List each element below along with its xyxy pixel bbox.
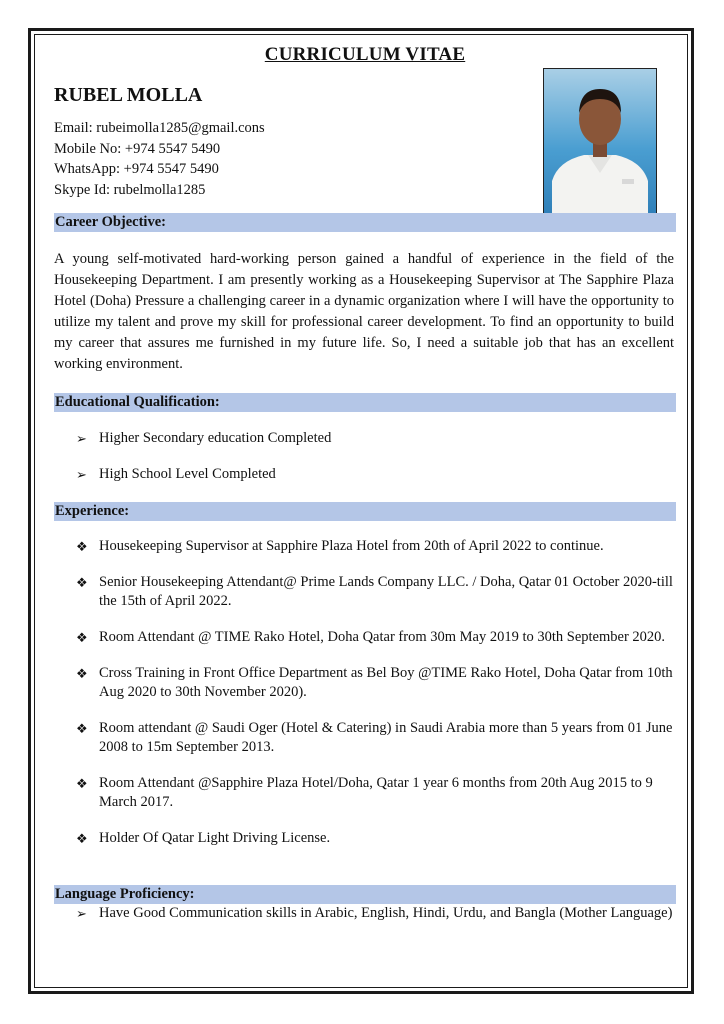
list-item bbox=[54, 465, 676, 484]
section-heading-experience: Experience: bbox=[54, 502, 676, 521]
list-item bbox=[54, 537, 676, 556]
contact-whatsapp: WhatsApp: +974 5547 5490 bbox=[54, 161, 219, 177]
arrow-bullet-icon: ➢ bbox=[76, 906, 87, 921]
experience-item-text: Senior Housekeeping Attendant@ Prime Lands Company LLC. / Doha, Qatar 01 October 2020-till the 15th of April 2022. bbox=[99, 574, 673, 609]
experience-item-text: Cross Training in Front Office Department as Bel Boy @TIME Rako Hotel, Doha Qatar from 10th Aug 2020 to 30th November 2020). bbox=[99, 665, 673, 700]
experience-item-text: Holder Of Qatar Light Driving License. bbox=[99, 830, 331, 846]
list-item bbox=[54, 429, 676, 448]
education-item-text: High School Level Completed bbox=[99, 466, 276, 482]
diamond-bullet-icon: ❖ bbox=[76, 776, 88, 791]
arrow-bullet-icon: ➢ bbox=[76, 431, 87, 446]
experience-item-text: Room Attendant @ TIME Rako Hotel, Doha Qatar from 30m May 2019 to 30th September 2020. bbox=[99, 629, 666, 645]
language-list bbox=[54, 904, 676, 923]
diamond-bullet-icon: ❖ bbox=[76, 630, 88, 645]
education-item-text: Higher Secondary education Completed bbox=[99, 430, 332, 446]
candidate-name: RUBEL MOLLA bbox=[54, 84, 203, 106]
experience-item-text: Housekeeping Supervisor at Sapphire Plaza Hotel from 20th of April 2022 to continue. bbox=[99, 538, 604, 554]
list-item bbox=[54, 904, 676, 923]
cv-page bbox=[54, 42, 676, 921]
list-item bbox=[54, 829, 676, 848]
diamond-bullet-icon: ❖ bbox=[76, 575, 88, 590]
career-objective-text: A young self-motivated hard-working person gained a handful of experience in the field of the Housekeeping Department. I am presently working as a Housekeeping Supervisor at The Sapphire Plaza Hotel (Doha) Pressure a challenging career in a dynamic organization where I will have the opportunity to utilize my talent and prove my skill for professional career development. To find an opportunity to build my career that assures me furnished in my future life. So, I need a suitable job that has an excellent working environment. bbox=[54, 251, 674, 372]
list-item bbox=[54, 664, 676, 702]
list-item bbox=[54, 628, 676, 647]
language-item-text: Have Good Communication skills in Arabic, English, Hindi, Urdu, and Bangla (Mother Language) bbox=[99, 905, 673, 921]
portrait-graphic bbox=[544, 69, 656, 215]
experience-item-text: Room Attendant @Sapphire Plaza Hotel/Doha, Qatar 1 year 6 months from 20th Aug 2015 to 9 March 2017. bbox=[99, 775, 653, 810]
section-heading-language: Language Proficiency: bbox=[54, 885, 676, 904]
education-list bbox=[54, 429, 676, 484]
section-heading-career-objective: Career Objective: bbox=[54, 213, 676, 232]
document-title: CURRICULUM VITAE bbox=[264, 44, 466, 65]
list-item bbox=[54, 774, 676, 812]
diamond-bullet-icon: ❖ bbox=[76, 831, 88, 846]
experience-list bbox=[54, 537, 676, 848]
contact-mobile: Mobile No: +974 5547 5490 bbox=[54, 140, 221, 157]
list-item bbox=[54, 573, 676, 611]
contact-block bbox=[54, 118, 265, 200]
experience-item-text: Room attendant @ Saudi Oger (Hotel & Catering) in Saudi Arabia more than 5 years from 01 June 2008 to 15m September 2013. bbox=[99, 720, 673, 755]
arrow-bullet-icon: ➢ bbox=[76, 467, 87, 482]
section-heading-education: Educational Qualification: bbox=[54, 393, 676, 412]
list-item bbox=[54, 719, 676, 757]
diamond-bullet-icon: ❖ bbox=[76, 539, 88, 554]
contact-skype: Skype Id: rubelmolla1285 bbox=[54, 181, 206, 198]
person-portrait-icon bbox=[543, 68, 657, 216]
diamond-bullet-icon: ❖ bbox=[76, 721, 88, 736]
contact-email: Email: rubeimolla1285@gmail.cons bbox=[54, 120, 265, 136]
diamond-bullet-icon: ❖ bbox=[76, 666, 88, 681]
